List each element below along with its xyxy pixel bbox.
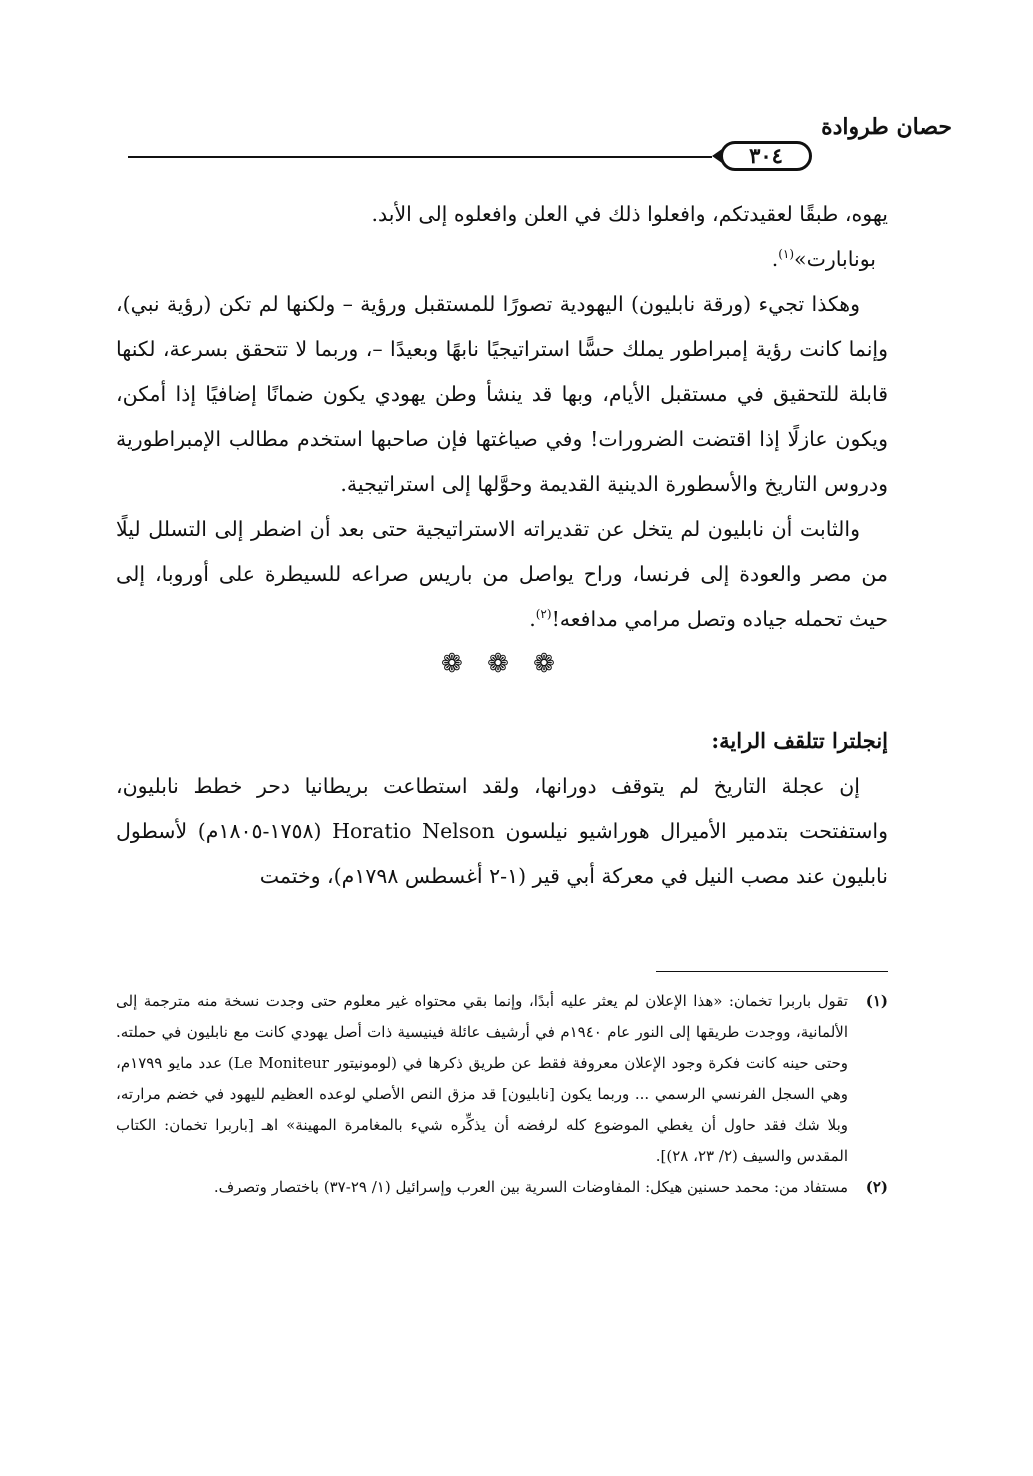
footnote-text: مستفاد من: محمد حسنين هيكل: المفاوضات السرية بين العرب وإسرائيل (١/ ٢٩-٣٧) باختصار وتصرف. [213,1178,848,1196]
section-ornament: ❁ ❁ ❁ [441,649,563,679]
footnote-text: تقول باربرا تخمان: «هذا الإعلان لم يعثر عليه أبدًا، وإنما بقي محتواه غير معلوم حتى وجدت نسخة منه مترجمة إلى الألمانية، ووجدت طريقها إلى النور عام ١٩٤٠م في أرشيف عائلة فينيسية ذات أصل يهودي كانت مع نابليون في حملته. وحتى حينه كانت فكرة وجود الإعلان معروفة فقط عن طريق ذكرها في (لومونيتور Le Moniteur) عدد مايو ١٧٩٩م، وهي السجل الفرنسي الرسمي ... وربما يكون [نابليون] قد مزق النص الأصلي لوعده العظيم لليهود في خضم مرارته، وبلا شك فقد حاول أن يغطي الموضوع كله لرفضه أن يذكِّره شيء بالمغامرة المهينة» اهـ [باربرا تخمان: الكتاب المقدس والسيف (٢/ ٢٣، ٢٨)]. [116,992,848,1165]
paragraph-3 [116,507,888,642]
footnote-rule [656,971,888,972]
footnote-ref-1: (١) [778,247,795,262]
running-title: حصان طروادة [821,114,952,140]
signature-end: . [771,247,779,271]
footnote-marker: (١) [865,992,888,1010]
paragraph-2: وهكذا تجيء (ورقة نابليون) اليهودية تصورًا للمستقبل ورؤية – ولكنها لم تكن (رؤية نبي)، وإنما كانت رؤية إمبراطور يملك حسًّا استراتيجيًا نابهًا وبعيدًا –، وربما لا تتحقق بسرعة، لكنها قابلة للتحقيق في مستقبل الأيام، وبها قد ينشأ وطن يهودي يكون ضمانًا إضافيًا إذا أمكن، ويكون عازلًا إذا اقتضت الضرورات! وفي صياغتها فإن صاحبها استخدم مطالب الإمبراطورية ودروس التاريخ والأسطورة الدينية القديمة وحوَّلها إلى استراتيجية. [116,292,888,496]
footnote-ref-2: (٢) [535,607,552,622]
signature-line [116,237,888,282]
footnote-1 [116,986,888,1172]
footnotes [116,986,888,1203]
page-number-badge [720,141,812,171]
page-number: ٣٠٤ [749,143,783,168]
header-rule [128,156,712,158]
paragraph-4: إن عجلة التاريخ لم يتوقف دورانها، ولقد استطاعت بريطانيا دحر خطط نابليون، واستفتحت بتدمير الأميرال هوراشيو نيلسون Horatio Nelson (١٧٥٨-١٨٠٥م) لأسطول نابليون عند مصب النيل في معركة أبي قير (١-٢ أغسطس ١٧٩٨م)، وختمت [116,774,888,888]
footnote-2 [116,1172,888,1203]
paragraph-3-end: . [529,607,536,631]
body-text [116,192,888,899]
footnote-marker: (٢) [865,1178,888,1196]
signature-text: بونابارت» [794,247,876,271]
section-heading: إنجلترا تتلقف الراية: [711,728,888,753]
paragraph-1: يهوه، طبقًا لعقيدتكم، وافعلوا ذلك في العلن وافعلوه إلى الأبد. [371,202,888,226]
paragraph-3-text: والثابت أن نابليون لم يتخل عن تقديراته الاستراتيجية حتى بعد أن اضطر إلى التسلل ليلًا من مصر والعودة إلى فرنسا، وراح يواصل من باريس صراعه للسيطرة على أوروبا، إلى حيث تحمله جياده وتصل مرامي مدافعه! [116,517,888,631]
